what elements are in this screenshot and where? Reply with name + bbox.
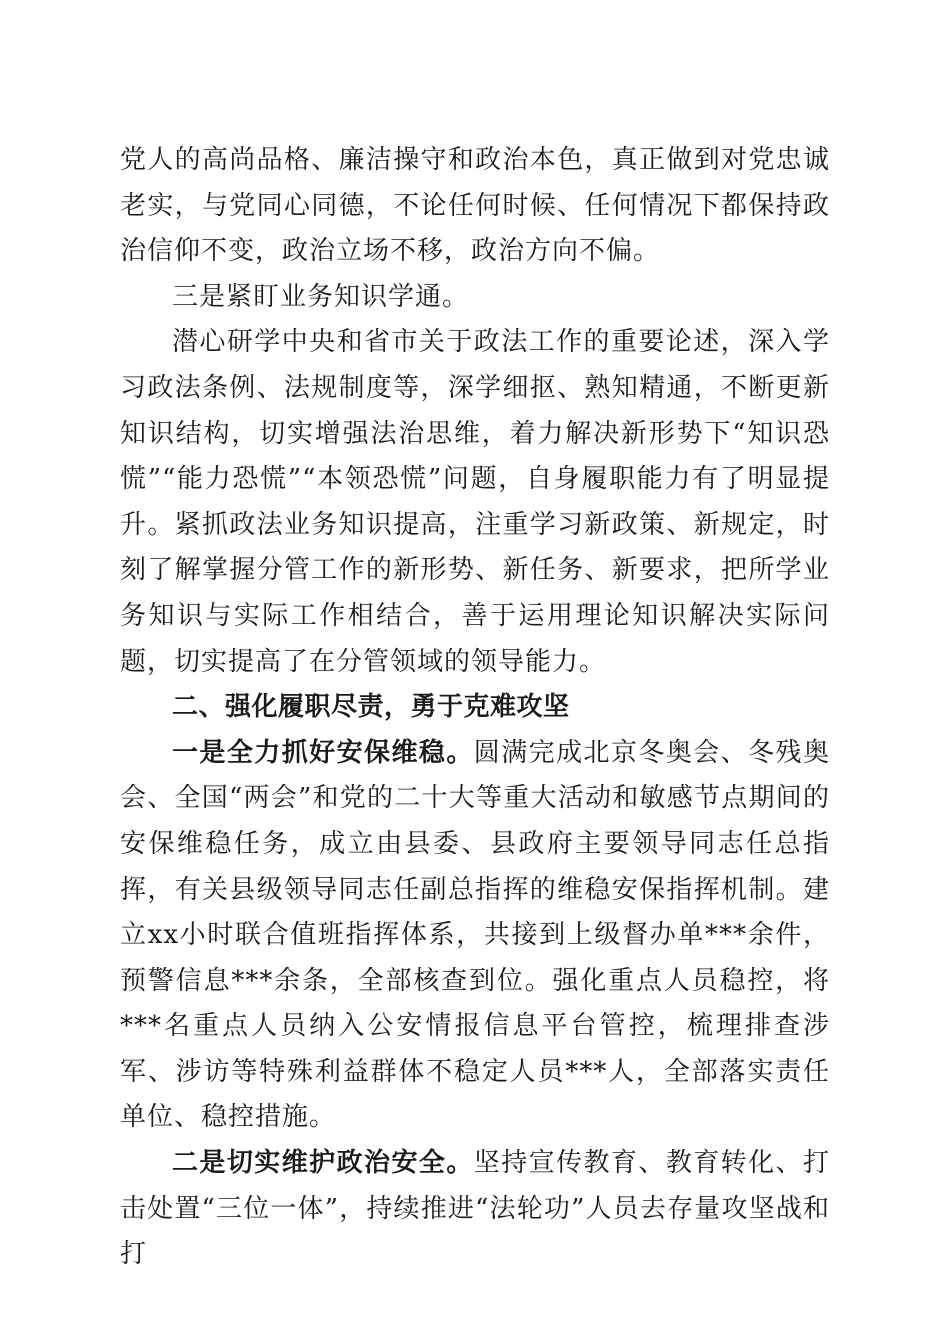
subheading-business-knowledge: 三是紧盯业务知识学通。	[172, 281, 470, 312]
section-heading-2: 二、强化履职尽责，勇于克难攻坚	[172, 692, 570, 723]
paragraph-body-security: 圆满完成北京冬奥会、冬残奥会、全国“两会”和党的二十大等重大活动和敏感节点期间的安保维稳任务，成立由县委、县政府主要领导同志任总指挥，有关县级领导同志任副总指挥的维稳安保指挥机制。建立xx小时联合值班指挥体系，共接到上级督办单***余件，预警信息***余条，全部核查到位。强化重点人员稳控，将***名重点人员纳入公安情报信息平台管控，梳理排查涉军、涉访等特殊利益群体不稳定人员***人，全部落实责任单位、稳控措施。	[120, 737, 830, 1133]
document-body	[120, 138, 830, 1278]
paragraph-body-political: 坚持宣传教育、教育转化、打击处置“三位一体”，持续推进“法轮功”人员去存量攻坚战和打	[120, 1148, 830, 1270]
paragraph-political-security	[120, 1141, 830, 1278]
paragraph-continued: 党人的高尚品格、廉洁操守和政治本色，真正做到对党忠诚老实，与党同心同德，不论任何时候、任何情况下都保持政治信仰不变，政治立场不移，政治方向不偏。	[120, 145, 830, 267]
paragraph-business-knowledge: 潜心研学中央和省市关于政法工作的重要论述，深入学习政法条例、法规制度等，深学细抠、熟知精通，不断更新知识结构，切实增强法治思维，着力解决新形势下“知识恐慌”“能力恐慌”“本领恐慌”问题，自身履职能力有了明显提升。紧抓政法业务知识提高，注重学习新政策、新规定，时刻了解掌握分管工作的新形势、新任务、新要求，把所学业务知识与实际工作相结合，善于运用理论知识解决实际问题，切实提高了在分管领域的领导能力。	[120, 327, 830, 677]
paragraph-lead-political: 二是切实维护政治安全。	[172, 1148, 474, 1179]
paragraph-security-stability	[120, 731, 830, 1141]
paragraph-lead-security: 一是全力抓好安保维稳。	[172, 737, 474, 768]
